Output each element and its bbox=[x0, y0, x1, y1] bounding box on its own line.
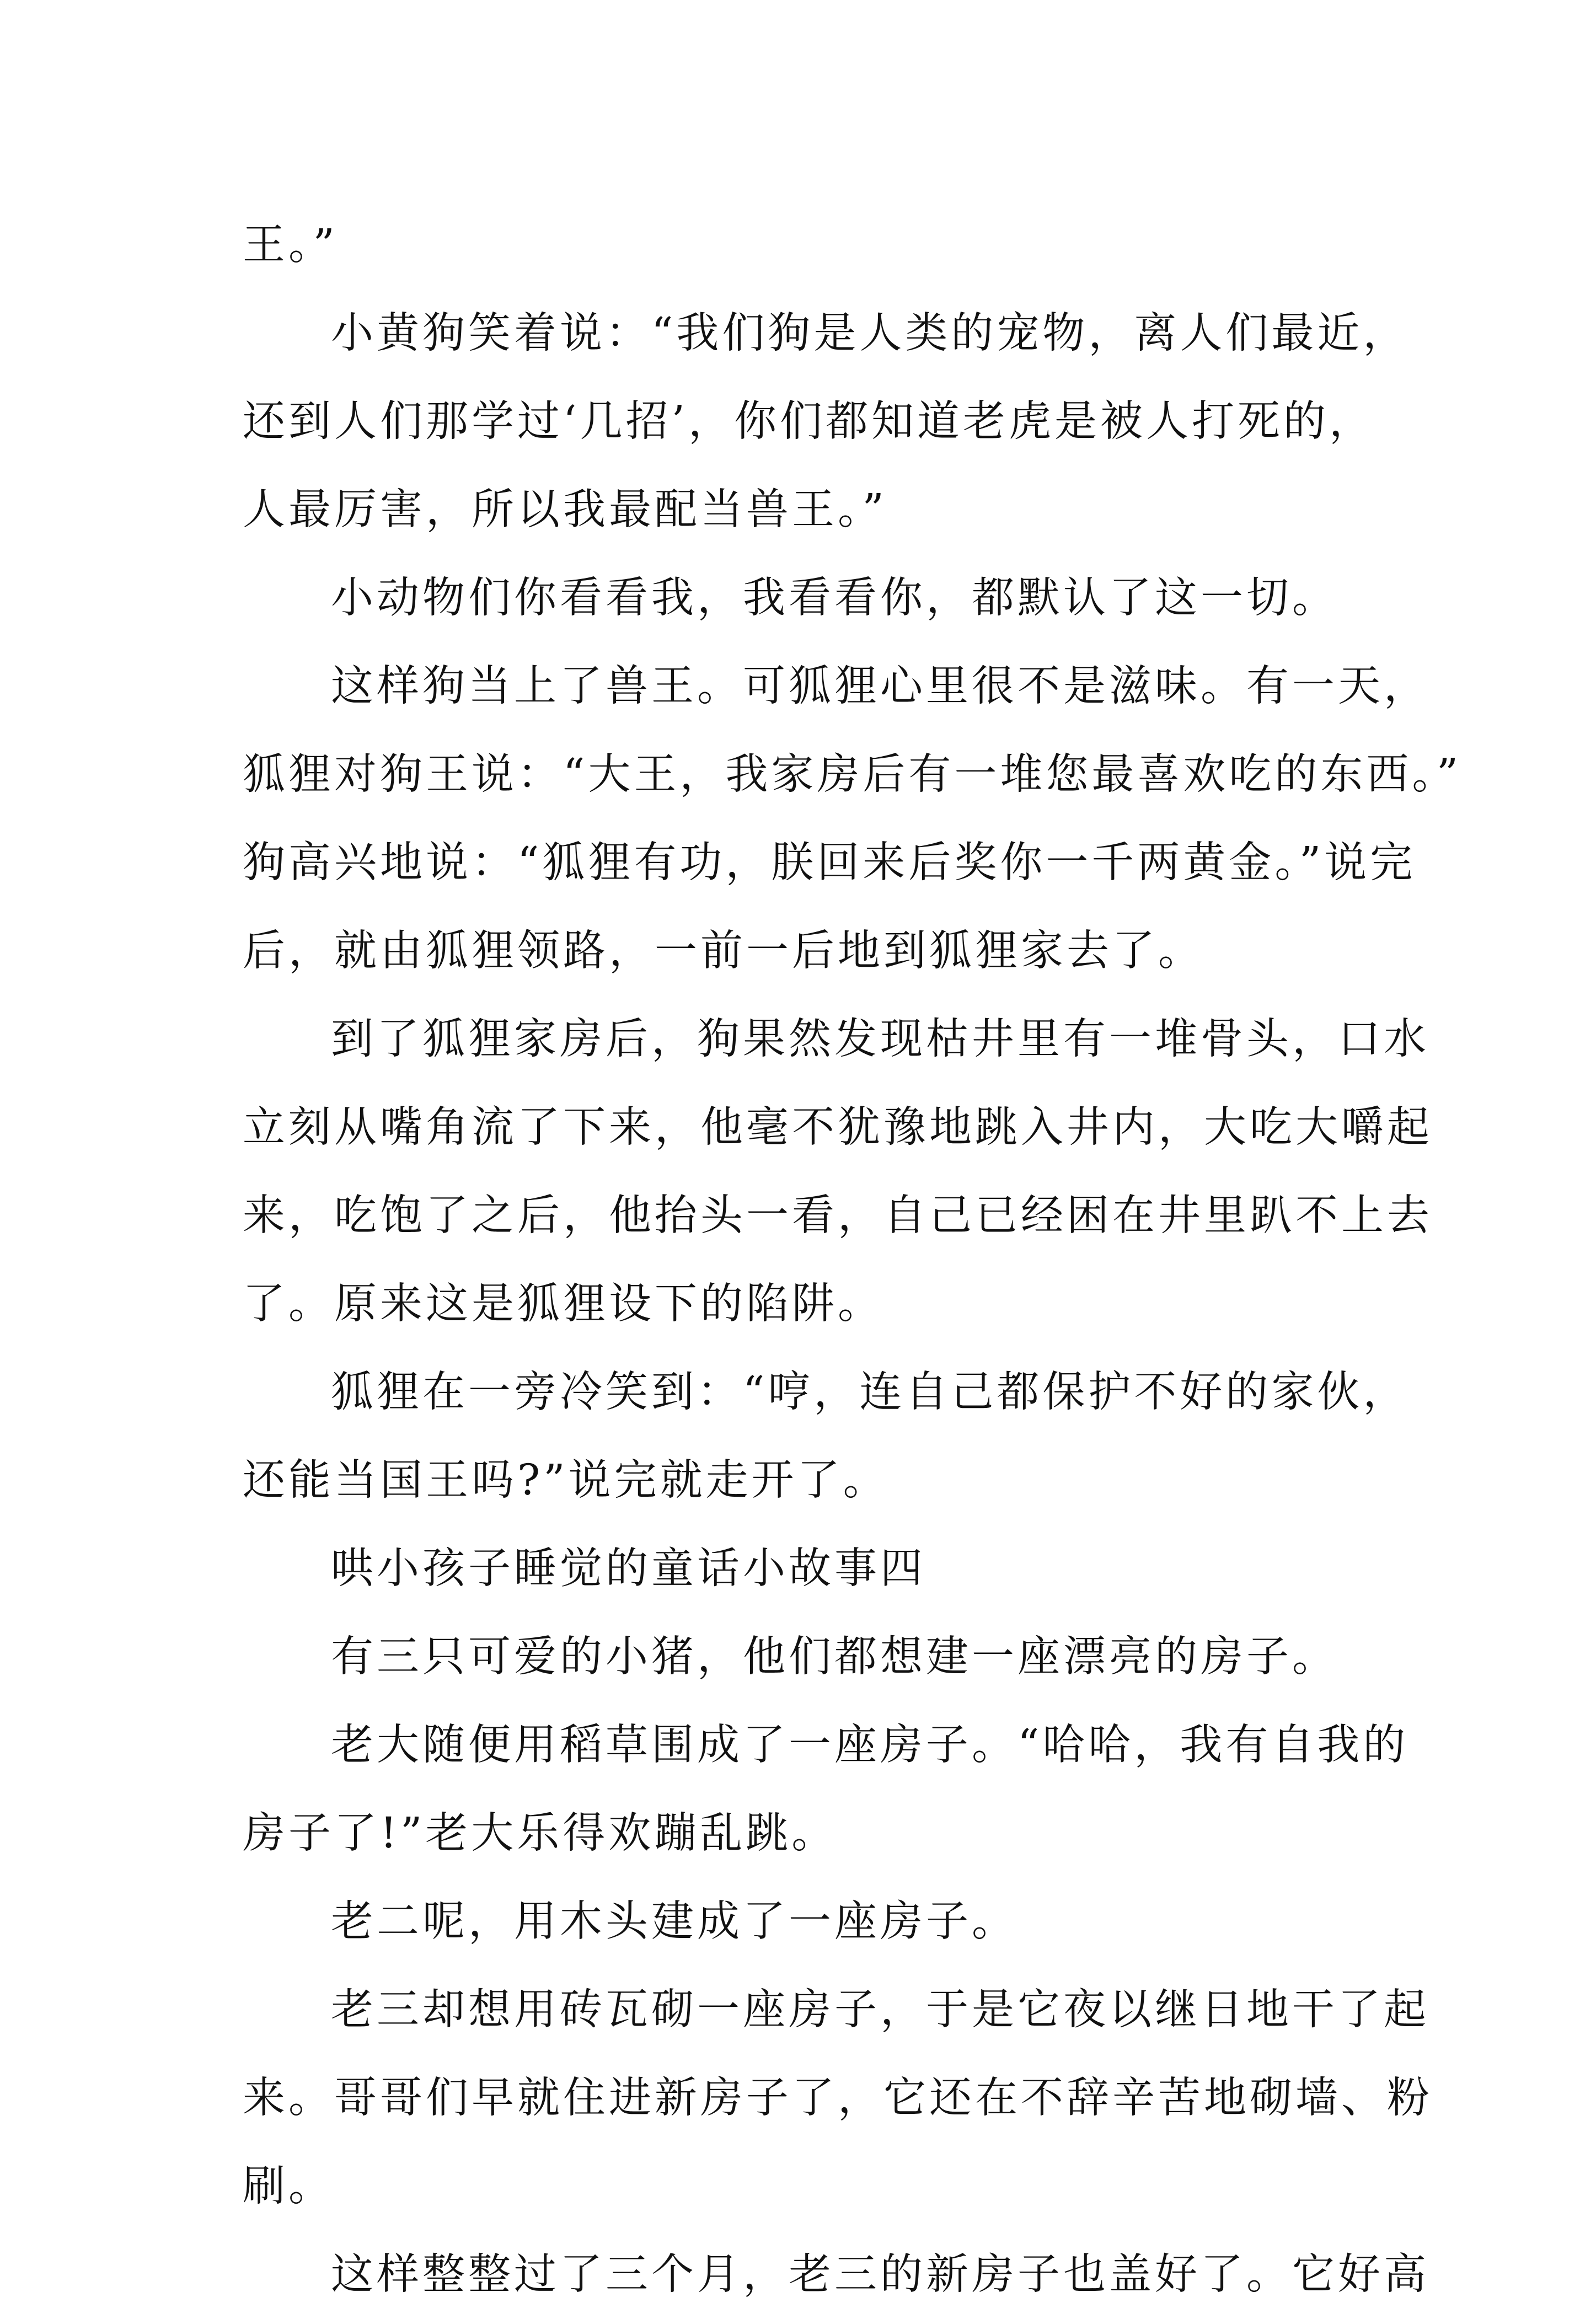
text-line-24: 这样整整过了三个月，老三的新房子也盖好了。它好高 bbox=[331, 2250, 1429, 2299]
text-line-20: 老二呢，用木头建成了一座房子。 bbox=[331, 1897, 1017, 1946]
section-heading: 哄小孩子睡觉的童话小故事四 bbox=[331, 1544, 926, 1593]
text-line-7: 狐狸对狗王说：“大王，我家房后有一堆您最喜欢吃的东西。” bbox=[243, 750, 1462, 799]
text-line-19: 房子了!”老大乐得欢蹦乱跳。 bbox=[243, 1809, 838, 1858]
text-line-5: 小动物们你看看我，我看看你，都默认了这一切。 bbox=[331, 574, 1338, 623]
text-line-4: 人最厉害，所以我最配当兽王。” bbox=[243, 485, 887, 534]
text-line-8: 狗高兴地说：“狐狸有功，朕回来后奖你一千两黄金。”说完 bbox=[243, 838, 1416, 887]
text-line-21: 老三却想用砖瓦砌一座房子，于是它夜以继日地干了起 bbox=[331, 1985, 1429, 2034]
text-line-12: 来，吃饱了之后，他抬头一看，自己已经困在井里趴不上去 bbox=[243, 1191, 1433, 1240]
text-line-3: 还到人们那学过‘几招’，你们都知道老虎是被人打死的， bbox=[243, 397, 1375, 446]
text-line-15: 还能当国王吗?”说完就走开了。 bbox=[243, 1456, 889, 1505]
text-line-18: 老大随便用稻草围成了一座房子。“哈哈，我有自我的 bbox=[331, 1721, 1409, 1770]
text-line-13: 了。原来这是狐狸设下的陷阱。 bbox=[243, 1279, 883, 1329]
document-body bbox=[243, 201, 1462, 2319]
text-line-6: 这样狗当上了兽王。可狐狸心里很不是滋味。有一天， bbox=[331, 662, 1429, 711]
text-line-23: 刷。 bbox=[243, 2162, 334, 2211]
text-line-9: 后，就由狐狸领路，一前一后地到狐狸家去了。 bbox=[243, 926, 1204, 976]
text-line-10: 到了狐狸家房后，狗果然发现枯井里有一堆骨头，口水 bbox=[331, 1015, 1429, 1064]
text-line-1: 王。” bbox=[243, 221, 338, 270]
text-line-2: 小黄狗笑着说：“我们狗是人类的宠物，离人们最近， bbox=[331, 309, 1409, 358]
text-line-17: 有三只可爱的小猪，他们都想建一座漂亮的房子。 bbox=[331, 1632, 1338, 1681]
text-line-22: 来。哥哥们早就住进新房子了，它还在不辞辛苦地砌墙、粉 bbox=[243, 2074, 1433, 2123]
text-line-14: 狐狸在一旁冷笑到：“哼，连自己都保护不好的家伙， bbox=[331, 1368, 1409, 1417]
text-line-11: 立刻从嘴角流了下来，他毫不犹豫地跳入井内，大吃大嚼起 bbox=[243, 1103, 1433, 1152]
